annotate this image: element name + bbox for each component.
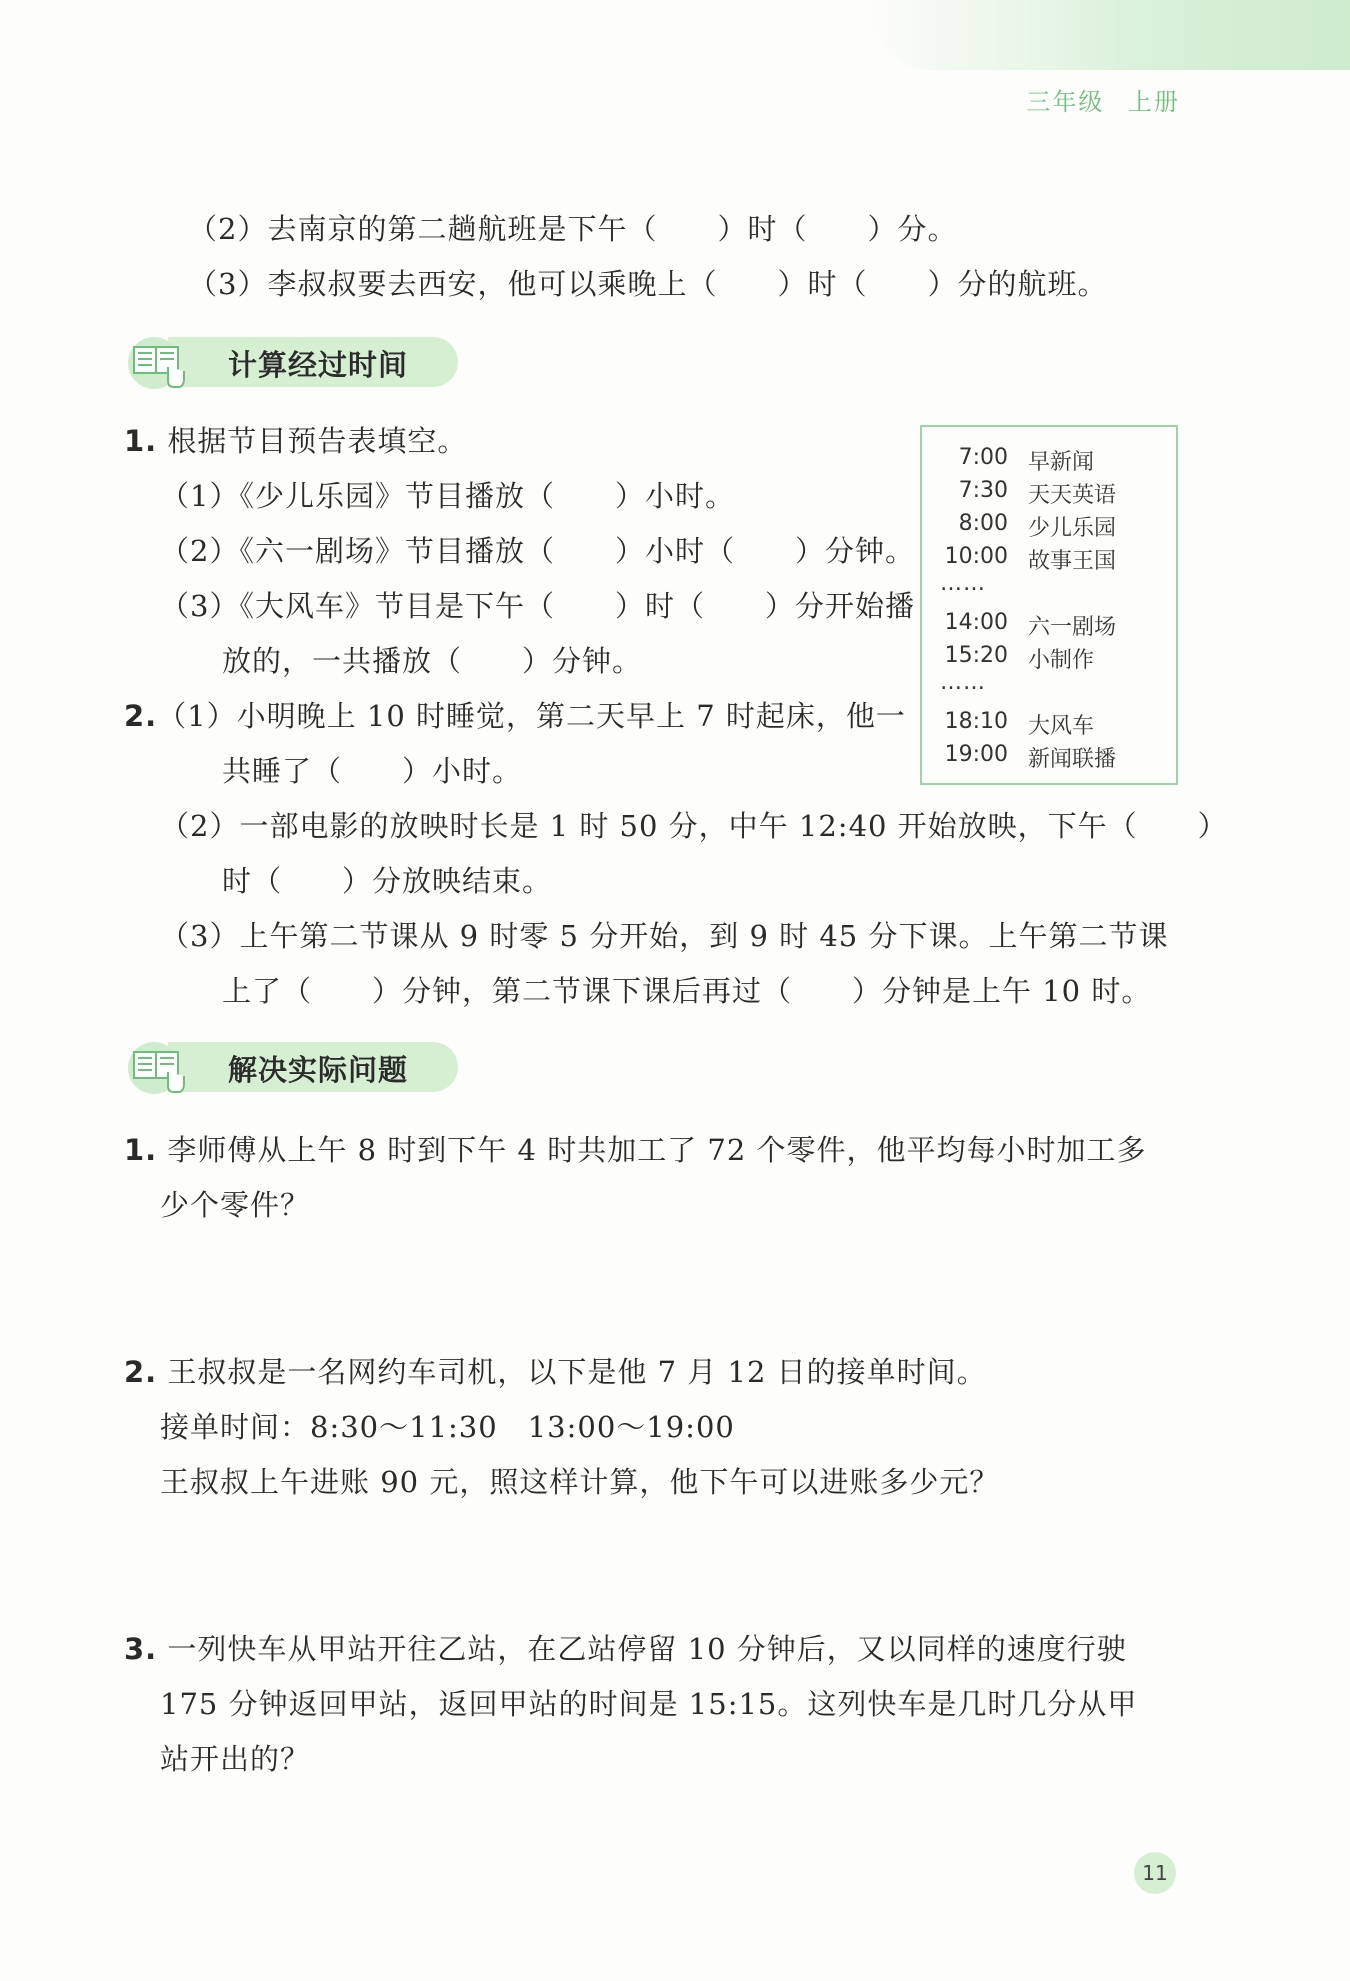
problem-2: 2. 王叔叔是一名网约车司机，以下是他 7 月 12 日的接单时间。 — [124, 1355, 987, 1389]
header-corner-decoration — [870, 0, 1350, 70]
question-part: 共睡了（ ）小时。 — [222, 754, 523, 788]
problem-line: 少个零件？ — [160, 1188, 311, 1222]
question-2: 2.（1）小明晚上 10 时睡觉，第二天早上 7 时起床，他一 — [124, 699, 906, 733]
schedule-row: 14:00 六一剧场 — [944, 610, 1117, 640]
question-1: 1. 根据节目预告表填空。 — [124, 424, 468, 458]
section-title: 计算经过时间 — [228, 348, 409, 382]
problem-line: 站开出的？ — [160, 1742, 311, 1776]
schedule-row: 7:00 早新闻 — [958, 445, 1095, 475]
problem-1: 1. 李师傅从上午 8 时到下午 4 时共加工了 72 个零件，他平均每小时加工多 — [124, 1133, 1147, 1167]
problem-3: 3. 一列快车从甲站开往乙站，在乙站停留 10 分钟后，又以同样的速度行驶 — [124, 1632, 1127, 1666]
question-part: （1）《少儿乐园》节目播放（ ）小时。 — [160, 479, 735, 513]
problem-line: 王叔叔上午进账 90 元，照这样计算，他下午可以进账多少元？ — [160, 1465, 1000, 1499]
question-part: （3）上午第二节课从 9 时零 5 分开始，到 9 时 45 分下课。上午第二节课 — [160, 919, 1169, 953]
section-title: 解决实际问题 — [228, 1053, 409, 1087]
grade-label: 三年级 上册 — [1026, 88, 1180, 116]
book-hand-icon — [128, 1038, 190, 1096]
question-line: （3）李叔叔要去西安，他可以乘晚上（ ）时（ ）分的航班。 — [188, 267, 1108, 301]
page-number: 11 — [1134, 1852, 1176, 1894]
question-part: 上了（ ）分钟，第二节课下课后再过（ ）分钟是上午 10 时。 — [222, 974, 1152, 1008]
schedule-row: 19:00 新闻联播 — [944, 742, 1117, 772]
book-hand-icon — [128, 333, 190, 391]
question-line: （2）去南京的第二趟航班是下午（ ）时（ ）分。 — [188, 212, 958, 246]
schedule-row: 8:00 少儿乐园 — [958, 511, 1117, 541]
problem-line: 175 分钟返回甲站，返回甲站的时间是 15:15。这列快车是几时几分从甲 — [160, 1687, 1138, 1721]
question-part: （2）一部电影的放映时长是 1 时 50 分，中午 12:40 开始放映，下午（ ） — [160, 809, 1228, 843]
program-schedule — [920, 425, 1178, 785]
schedule-row: 7:30 天天英语 — [958, 478, 1117, 508]
schedule-ellipsis: …… — [940, 571, 986, 596]
schedule-row: 18:10 大风车 — [944, 709, 1095, 739]
schedule-ellipsis: …… — [940, 670, 986, 695]
section-heading — [128, 1038, 458, 1096]
section-heading — [128, 333, 458, 391]
question-part: 时（ ）分放映结束。 — [222, 864, 553, 898]
problem-line: 接单时间：8:30～11:30 13:00～19:00 — [160, 1410, 735, 1444]
schedule-row: 10:00 故事王国 — [944, 544, 1117, 574]
schedule-row: 15:20 小制作 — [944, 643, 1095, 673]
question-part: 放的，一共播放（ ）分钟。 — [222, 644, 643, 678]
question-part: （2）《六一剧场》节目播放（ ）小时（ ）分钟。 — [160, 534, 915, 568]
question-part: （3）《大风车》节目是下午（ ）时（ ）分开始播 — [160, 589, 915, 623]
